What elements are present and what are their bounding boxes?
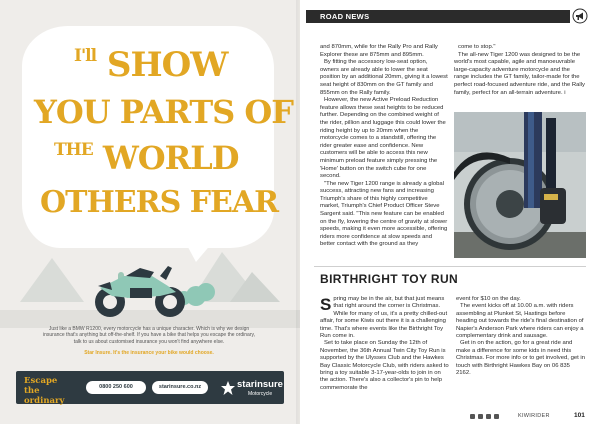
starinsure-logo: starinsure Motorcycle — [220, 376, 282, 400]
advert-tagline: Star Insure. It's the insurance your bike would choose. — [84, 350, 214, 356]
escape-ordinary-logo: Escape the ordinary — [24, 376, 65, 406]
advert-disclaimer: Just like a BMW R1200, every motorcycle has a unique character. Which is why we design insurance that's anything but off-the-shelf. If you have a bike that helps you escape the ordinary, talk to us about customised insurance you won't find anywhere else. — [42, 326, 255, 345]
slogan-line-2: YOU PARTS OF — [34, 93, 294, 131]
star-icon — [220, 380, 236, 396]
magazine-name: KIWIRIDER — [518, 413, 550, 419]
section-label: ROAD NEWS — [320, 12, 370, 21]
section-header — [306, 10, 570, 23]
article-paragraph: However, the new Active Preload Reduction feature allows these seat heights to be reduced further. Depending on the combined weight of the rider, pillion and luggage this could lower the riding height by up to 20mm when the motorcycle comes to a standstill, offering the rider greater ease and confidence. New customers will be able to access this new minimum preload feature simply pressing the 'Home' button on the switch cube for one second. — [320, 97, 446, 180]
youtube-icon — [494, 414, 499, 419]
article-column-2 — [454, 44, 586, 97]
motorcycle-icon — [95, 266, 185, 317]
page-footer — [470, 412, 590, 422]
toy-run-heading: BIRTHRIGHT TOY RUN — [320, 272, 459, 286]
toy-run-paragraph: Spring may be in the air, but that just means that right around the corner is Christmas. While for many of us, it's a pretty chilled-out affair, for some Kiwis out there it is a challenging time. That's where events like the Birthright Toy Run come in. — [320, 295, 448, 340]
slogan-line-1: $^{I'll}$ SHOW — [74, 45, 228, 85]
slogan-line-3: $^{THE}$ WORLD — [54, 139, 239, 177]
instagram-icon — [478, 414, 483, 419]
article-column-1 — [320, 44, 448, 249]
advert-contact-bar — [16, 371, 284, 404]
article-paragraph: The all-new Tiger 1200 was designed to be the world's most capable, agile and manoeuvrable large-capacity adventure motorcycle and the range includes the GT family, tailor-made for the perfect road-focused adventure ride, and the Rally family, perfect for an all-terrain adventure. i — [454, 51, 585, 96]
advert-website: starinsure.co.nz — [152, 381, 208, 394]
slogan-line-4: OTHERS FEAR — [40, 185, 279, 220]
facebook-icon — [470, 414, 475, 419]
article-paragraph: "The new Tiger 1200 range is already a global success, attracting new fans and increasing Triumph's share of this highly competitive market, Triumph's Chief Product Officer Steve Sargent said. "This new feature can be enabled on the fly, lowering the centre of gravity at slower speeds, making it even more accessible, offering riders more confidence at slow speeds and better contact with the ground as they — [320, 180, 448, 248]
article-paragraph: By fitting the accessory low-seat option, owners are already able to lower the seat position by an additional 20mm, giving it a lowest seat height of 830mm on the GT family and 855mm on the Rally family. — [320, 59, 448, 96]
toy-run-paragraph: event for $10 on the day. — [456, 296, 521, 302]
drop-cap: S — [320, 295, 332, 314]
motorcycle-scene — [0, 232, 300, 328]
toy-run-column-2 — [456, 296, 586, 377]
motorcycle-fork-photo — [454, 112, 586, 258]
toy-run-paragraph: The event kicks off at 10.00 a.m. with riders assembling at Plunket St, Hastings before heading out towards the ride's final destination of Napier's Anderson Park where riders can enjoy a complementary drink and sausage. — [456, 303, 584, 340]
advert-slogan — [30, 40, 294, 236]
page-number: 101 — [574, 412, 585, 419]
editorial-page — [300, 0, 600, 424]
article-paragraph: come to stop." — [458, 44, 496, 50]
twitter-icon — [486, 414, 491, 419]
toy-run-paragraph: Get in on the action, go for a great ride and make a difference for some kids in need this Christmas. For more info or to get involved, get in touch with Birthright Hawkes Bay on 06 835 2162. — [456, 340, 585, 377]
toy-run-paragraph: Set to take place on Sunday the 12th of November, the 36th Annual Twin City Toy Run is supported by the Ulysses Club and the Hawkes Bay Classic Motorcycle Club, with riders asked to bring a toy suitable 3-17-year-olds to join in on the action. There's also a collector's pin to help commemorate the — [320, 340, 449, 391]
article-paragraph: and 870mm, while for the Rally Pro and Rally Explorer these are 875mm and 895mm. — [320, 44, 438, 58]
megaphone-icon — [572, 8, 588, 24]
toy-run-column-1 — [320, 296, 450, 392]
section-divider — [314, 266, 586, 267]
advert-phone: 0800 250 600 — [86, 381, 146, 394]
